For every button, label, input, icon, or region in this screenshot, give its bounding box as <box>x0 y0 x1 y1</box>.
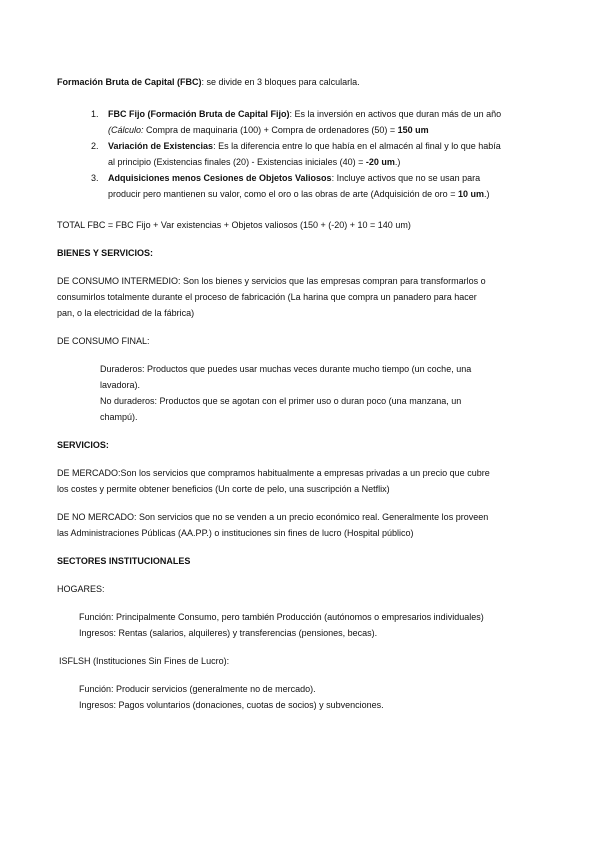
heading-sectores-institucionales: SECTORES INSTITUCIONALES <box>57 556 191 566</box>
text-line: DE CONSUMO INTERMEDIO: Son los bienes y servicios que las empresas compran para transformarlos o <box>57 276 486 286</box>
fbc-item-3 <box>57 170 547 202</box>
item-text: : Es la inversión en activos que duran más de un año <box>289 109 502 119</box>
heading-consumo-final: DE CONSUMO FINAL: <box>57 336 150 346</box>
text-line: DE MERCADO:Son los servicios que compramos habitualmente a empresas privadas a un precio que cubre <box>57 468 490 478</box>
list-number: 3. <box>91 173 99 183</box>
item-title: FBC Fijo (Formación Bruta de Capital Fijo) <box>108 109 290 119</box>
item-calc-text: al principio (Existencias finales (20) - Existencias iniciales (40) = <box>108 157 366 167</box>
item-calc-result: 150 um <box>397 125 429 135</box>
intro-paragraph <box>57 74 547 90</box>
intro-title: Formación Bruta de Capital (FBC) <box>57 77 202 87</box>
item-calc-end: .) <box>394 157 401 167</box>
item-calc-label: (Cálculo: <box>108 125 144 135</box>
heading-bienes-servicios: BIENES Y SERVICIOS: <box>57 248 154 258</box>
text-line: Función: Principalmente Consumo, pero también Producción (autónomos o empresarios individuales) <box>79 612 484 622</box>
text-line: champú). <box>100 412 138 422</box>
consumo-final-list <box>57 361 547 425</box>
isflsh-list <box>57 681 547 713</box>
text-line: pan, o la electricidad de la fábrica) <box>57 308 195 318</box>
servicios-no-mercado-paragraph <box>57 509 547 541</box>
item-title: Variación de Existencias <box>108 141 214 151</box>
text-line: DE NO MERCADO: Son servicios que no se venden a un precio económico real. Generalmente los proveen <box>57 512 489 522</box>
text-line: las Administraciones Públicas (AA.PP.) o instituciones sin fines de lucro (Hospital público) <box>57 528 414 538</box>
fbc-list <box>57 106 547 202</box>
text-line: No duraderos: Productos que se agotan con el primer uso o duran poco (una manzana, un <box>100 396 462 406</box>
text-line: Función: Producir servicios (generalmente no de mercado). <box>79 684 316 694</box>
item-text: : Es la diferencia entre lo que había en el almacén al final y lo que había <box>213 141 501 151</box>
heading-servicios: SERVICIOS: <box>57 440 109 450</box>
hogares-list <box>57 609 547 641</box>
servicios-mercado-paragraph <box>57 465 547 497</box>
fbc-item-1 <box>57 106 547 138</box>
text-line: Duraderos: Productos que puedes usar muchas veces durante mucho tiempo (un coche, una <box>100 364 472 374</box>
consumo-intermedio-paragraph <box>57 273 547 321</box>
intro-text: : se divide en 3 bloques para calcularla. <box>201 77 360 87</box>
list-number: 1. <box>91 109 99 119</box>
text-line: los costes y permite obtener beneficios (Un corte de pelo, una suscripción a Netflix) <box>57 484 390 494</box>
item-calc-end: .) <box>483 189 490 199</box>
list-number: 2. <box>91 141 99 151</box>
heading-hogares: HOGARES: <box>57 584 105 594</box>
total-fbc: TOTAL FBC = FBC Fijo + Var existencias + Objetos valiosos (150 + (-20) + 10 = 140 um) <box>57 220 411 230</box>
item-calc-result: -20 um <box>365 157 395 167</box>
item-calc-result: 10 um <box>457 189 484 199</box>
text-line: Ingresos: Pagos voluntarios (donaciones, cuotas de socios) y subvenciones. <box>79 700 384 710</box>
fbc-item-2 <box>57 138 547 170</box>
item-title: Adquisiciones menos Cesiones de Objetos Valiosos <box>108 173 332 183</box>
item-calc-text: Compra de maquinaria (100) + Compra de ordenadores (50) = <box>143 125 398 135</box>
item-text: : Incluye activos que no se usan para <box>331 173 481 183</box>
item-calc-text: producir pero mantienen su valor, como el oro o las obras de arte (Adquisición de oro = <box>108 189 458 199</box>
text-line: lavadora). <box>100 380 141 390</box>
heading-isflsh: ISFLSH (Instituciones Sin Fines de Lucro): <box>59 656 230 666</box>
text-line: consumirlos totalmente durante el proceso de fabricación (La harina que compra un panadero para hacer <box>57 292 477 302</box>
text-line: Ingresos: Rentas (salarios, alquileres) y transferencias (pensiones, becas). <box>79 628 378 638</box>
document-content <box>57 74 547 713</box>
